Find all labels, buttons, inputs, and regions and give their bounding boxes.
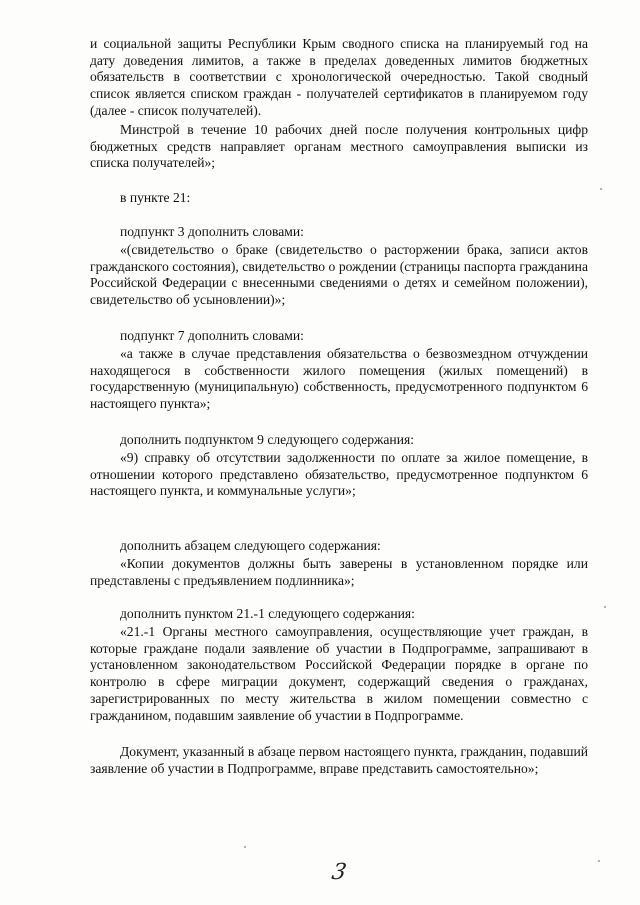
paragraph-add-paragraph: дополнить абзацем следующего содержания:: [120, 538, 381, 553]
paragraph-subpoint-3-text: «(свидетельство о браке (свидетельство о расторжении брака, записи актов гражданского состояния), свидетельство о рождении (страницы паспорта гражданина Российской Федерации с внесенными сведениями о детях и семейном положении), свидетельство об усыновлении)»;: [90, 242, 588, 308]
scan-speck: [600, 188, 602, 190]
paragraph-add-point-21-1: дополнить пунктом 21.-1 следующего содержания:: [120, 606, 415, 621]
paragraph-subpoint-9-text: «9) справку об отсутствии задолженности по оплате за жилое помещение, в отношении которого представлено обязательство, предусмотренное подпунктом 6 настоящего пункта, и коммунальные услуги»;: [90, 450, 588, 499]
paragraph-intro: и социальной защиты Республики Крым сводного списка на планируемый год на дату доведения лимитов, а также в пределах доведенных лимитов бюджетных обязательств в соответствии с хронологической очередностью. Такой сводный список является списком граждан - получателей сертификатов в планируемом году (далее - список получателей).: [90, 36, 588, 118]
paragraph-document-text: Документ, указанный в абзаце первом настоящего пункта, гражданин, подавший заявление об участии в Подпрограмме, вправе представить самостоятельно»;: [90, 744, 588, 776]
paragraph-minstroy: Минстрой в течение 10 рабочих дней после получения контрольных цифр бюджетных средств направляет органам местного самоуправления выписки из списка получателей»;: [90, 122, 588, 171]
paragraph-subpoint-7: подпункт 7 дополнить словами:: [120, 328, 304, 343]
scan-speck: [598, 860, 600, 862]
paragraph-point-21-1-text: «21.-1 Органы местного самоуправления, осуществляющие учет граждан, в которые граждане подали заявление об участии в Подпрограмме, запрашивают в установленном законодательством Российской Федерации порядке в органе по контролю в сфере миграции документ, содержащий сведения о гражданах, зарегистрированных по месту жительства в жилом помещении совместно с гражданином, подавшим заявление об участии в Подпрограмме.: [90, 624, 588, 723]
scan-speck: [244, 846, 246, 848]
scan-speck: [604, 606, 606, 608]
paragraph-subpoint-3: подпункт 3 дополнить словами:: [120, 224, 304, 239]
paragraph-subpoint-7-text: «а также в случае представления обязательства о безвозмездном отчуждении находящегося в собственности жилого помещения (жилых помещений) в государственную (муниципальную) собственность, предусмотренного подпунктом 6 настоящего пункта»;: [90, 346, 588, 412]
paragraph-add-subpoint-9: дополнить подпунктом 9 следующего содержания:: [120, 432, 415, 447]
page-number: 3: [329, 860, 349, 885]
paragraph-point-21: в пункте 21:: [120, 190, 191, 205]
paragraph-copies-text: «Копии документов должны быть заверены в установленном порядке или представлены с предъявлением подлинника»;: [90, 556, 588, 588]
